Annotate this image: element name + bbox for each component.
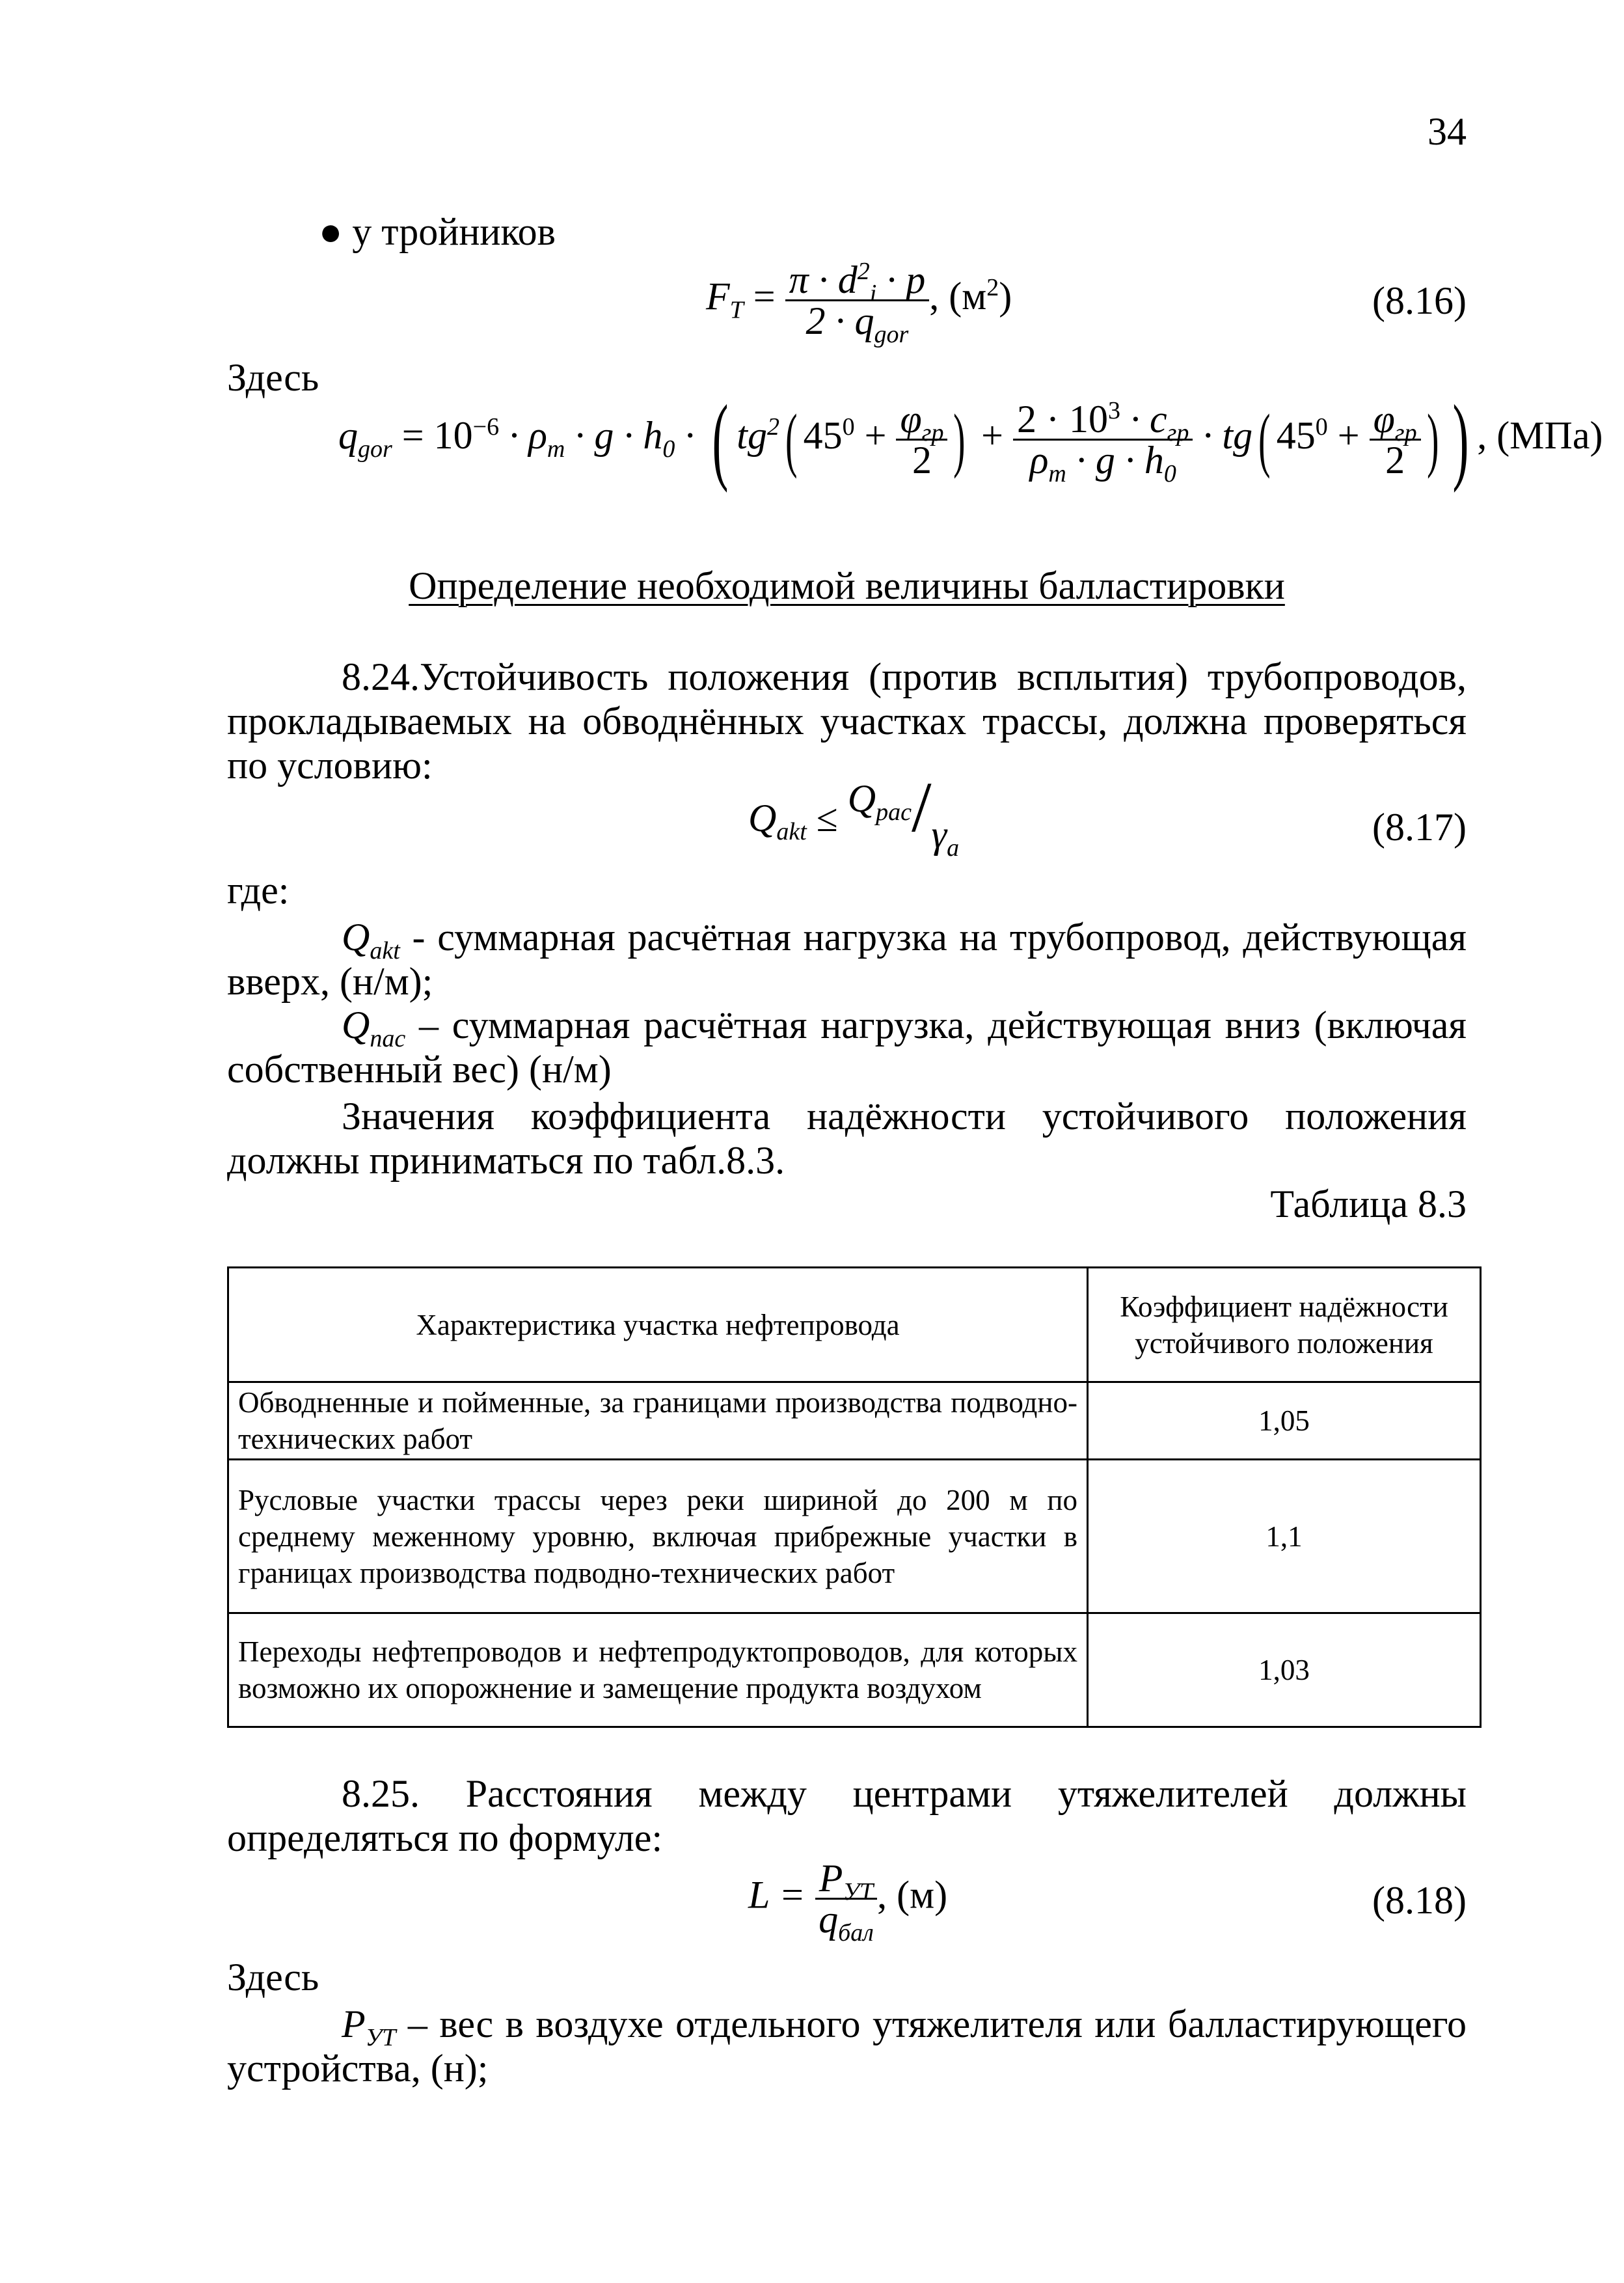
sub: 0 xyxy=(662,435,675,463)
numerator-tail: · c xyxy=(1120,397,1167,441)
denominator-tail: · g · h xyxy=(1066,438,1164,482)
table-cell: 1,1 xyxy=(1088,1460,1481,1613)
sub: гр xyxy=(1167,418,1189,446)
denominator: 2 · q xyxy=(805,299,874,342)
numerator: P xyxy=(819,1857,843,1900)
definition-qnac xyxy=(227,1003,1467,1091)
sub: gor xyxy=(874,321,909,348)
bullet-icon: ● xyxy=(319,210,343,253)
sup: 2 xyxy=(857,258,870,285)
table-cell: Переходы нефтепроводов и нефтепродуктопроводов, для которых возможно их опорожнение и замещение продукта воздухом xyxy=(228,1613,1088,1727)
reliability-table xyxy=(227,1266,1482,1728)
here-label: Здесь xyxy=(227,1956,319,1999)
sub: akt xyxy=(370,937,400,964)
sub: гр xyxy=(921,418,944,446)
equation-number: (8.16) xyxy=(1372,279,1467,322)
definition-pyt xyxy=(227,2002,1467,2090)
definition-qakt xyxy=(227,915,1467,1004)
sup: −6 xyxy=(472,413,500,441)
definition-text: – вес в воздухе отдельного утяжелителя или балластирующего устройства, (н); xyxy=(227,2003,1467,2090)
phi: φ xyxy=(900,397,922,441)
table-cell: Русловые участки трассы через реки шириной до 200 м по среднему меженному уровню, включая прибрежные участки в границах производства подводно-технических работ xyxy=(228,1460,1088,1613)
table-cell: 1,03 xyxy=(1088,1613,1481,1727)
equation-8-18 xyxy=(748,1857,948,1947)
equation-number: (8.17) xyxy=(1372,806,1467,849)
eq-part: · ρ xyxy=(499,413,547,457)
denominator: 2 xyxy=(1385,438,1405,482)
table-cell: 1,05 xyxy=(1088,1382,1481,1460)
section-heading xyxy=(227,564,1467,608)
tg: tg xyxy=(737,413,767,457)
table-row xyxy=(228,1613,1481,1727)
sub: 0 xyxy=(1163,459,1176,487)
angle: 45 xyxy=(1276,413,1316,457)
definition-text: - суммарная расчётная нагрузка на трубопровод, действующая вверх, (н/м); xyxy=(227,916,1467,1003)
denominator: 2 xyxy=(912,438,932,482)
denominator: γ xyxy=(931,813,947,856)
eq-sub: T xyxy=(729,296,744,324)
here-label: Здесь xyxy=(227,356,319,399)
sub: УТ xyxy=(365,2024,396,2051)
denominator: q xyxy=(819,1898,839,1941)
tg: · tg xyxy=(1193,413,1253,457)
plus: + xyxy=(1337,413,1360,457)
numerator: 2 · 10 xyxy=(1016,397,1108,441)
equation-qgor: $q_{gor} = 10^{-6} \cdot \rho_m \cdot g \cdot h_0$ · ( $tg^2$( $45^0$ + $\frac{\varphi_{гр}}{2}$ ) + $\frac{2 \cdot 10^3 \cdot c_{гр}}{\rho_m \cdot g \cdot h_0}$ · tg( $45^0$ + $\frac{\varphi_{гр}}{2}$ ) ) , (МПа) xyxy=(338,385,1603,493)
symbol: Q xyxy=(342,916,370,959)
eq-lhs: L = xyxy=(748,1873,805,1917)
angle: 45 xyxy=(803,413,843,457)
equation-8-16: $F_T$ = $\frac{\pi \cdot d^2_i \cdot p}{2 \cdot q_{gor}}$ , $(м^2)$ xyxy=(706,258,1012,348)
unit-close: ) xyxy=(999,275,1012,318)
sup: 2 xyxy=(766,413,779,441)
unit: , (м) xyxy=(877,1873,948,1917)
table-caption: Таблица 8.3 xyxy=(1270,1183,1467,1225)
eq-part: · xyxy=(675,413,695,457)
sup: 2 xyxy=(986,274,999,302)
unit: , (МПа) xyxy=(1477,413,1603,457)
unit: , (м xyxy=(929,275,987,318)
plus: + xyxy=(981,413,1003,457)
table-cell: Обводненные и пойменные, за границами производства подводно-технических работ xyxy=(228,1382,1088,1460)
sub: nac xyxy=(370,1025,406,1052)
sub: гр xyxy=(1394,418,1417,446)
definition-text: – суммарная расчётная нагрузка, действующая вниз (включая собственный вес) (н/м) xyxy=(227,1004,1467,1091)
eq-part: = 10 xyxy=(401,413,473,457)
sub: gor xyxy=(358,435,392,463)
sub: бал xyxy=(838,1919,874,1947)
sub: pac xyxy=(876,799,912,826)
plus: + xyxy=(864,413,887,457)
sub: m xyxy=(1048,459,1066,487)
page-number: 34 xyxy=(1428,110,1467,153)
phi: φ xyxy=(1373,397,1395,441)
table-header-row xyxy=(228,1268,1481,1382)
symbol: P xyxy=(342,2003,366,2045)
eq-part: · g · h xyxy=(565,413,663,457)
operator: ≤ xyxy=(816,797,838,840)
sub: i xyxy=(869,280,877,307)
bullet-text: у тройников xyxy=(352,210,556,253)
sup: 0 xyxy=(1315,413,1328,441)
paragraph-8-25: 8.25. Расстояния между центрами утяжелителей должны определяться по формуле: xyxy=(227,1772,1467,1859)
header-cell: Коэффициент надёжности устойчивого положения xyxy=(1088,1268,1481,1382)
eq-lhs: Q xyxy=(748,797,777,840)
fraction xyxy=(785,258,930,348)
where-label: где: xyxy=(227,869,290,912)
paragraph-values: Значения коэффициента надёжности устойчивого положения должны приниматься по табл.8.3. xyxy=(227,1095,1467,1182)
header-cell: Характеристика участка нефтепровода xyxy=(228,1268,1088,1382)
sub: akt xyxy=(776,818,807,845)
equation-number: (8.18) xyxy=(1372,1879,1467,1922)
numerator-tail: · p xyxy=(876,258,926,301)
table-row xyxy=(228,1382,1481,1460)
bullet-item xyxy=(319,210,556,254)
sub: УТ xyxy=(843,1878,874,1906)
equation-8-17: $Q_{akt} \le Q_{pac}/\gamma_a$ xyxy=(748,767,960,862)
eq-lhs: F xyxy=(706,275,730,318)
sub: a xyxy=(947,834,960,862)
sup: 3 xyxy=(1107,396,1120,424)
paragraph-8-24: 8.24.Устойчивость положения (против всплытия) трубопроводов, прокладываемых на обводнённых участках трассы, должна проверяться по условию: xyxy=(227,655,1467,787)
sub: m xyxy=(547,435,565,463)
heading-text: Определение необходимой величины балластировки xyxy=(409,564,1285,607)
numerator: π · d xyxy=(789,258,858,301)
table-row xyxy=(228,1460,1481,1613)
numerator: Q xyxy=(847,777,876,820)
symbol: Q xyxy=(342,1004,370,1046)
eq-lhs: q xyxy=(338,413,358,457)
denominator: ρ xyxy=(1029,438,1049,482)
sup: 0 xyxy=(842,413,855,441)
